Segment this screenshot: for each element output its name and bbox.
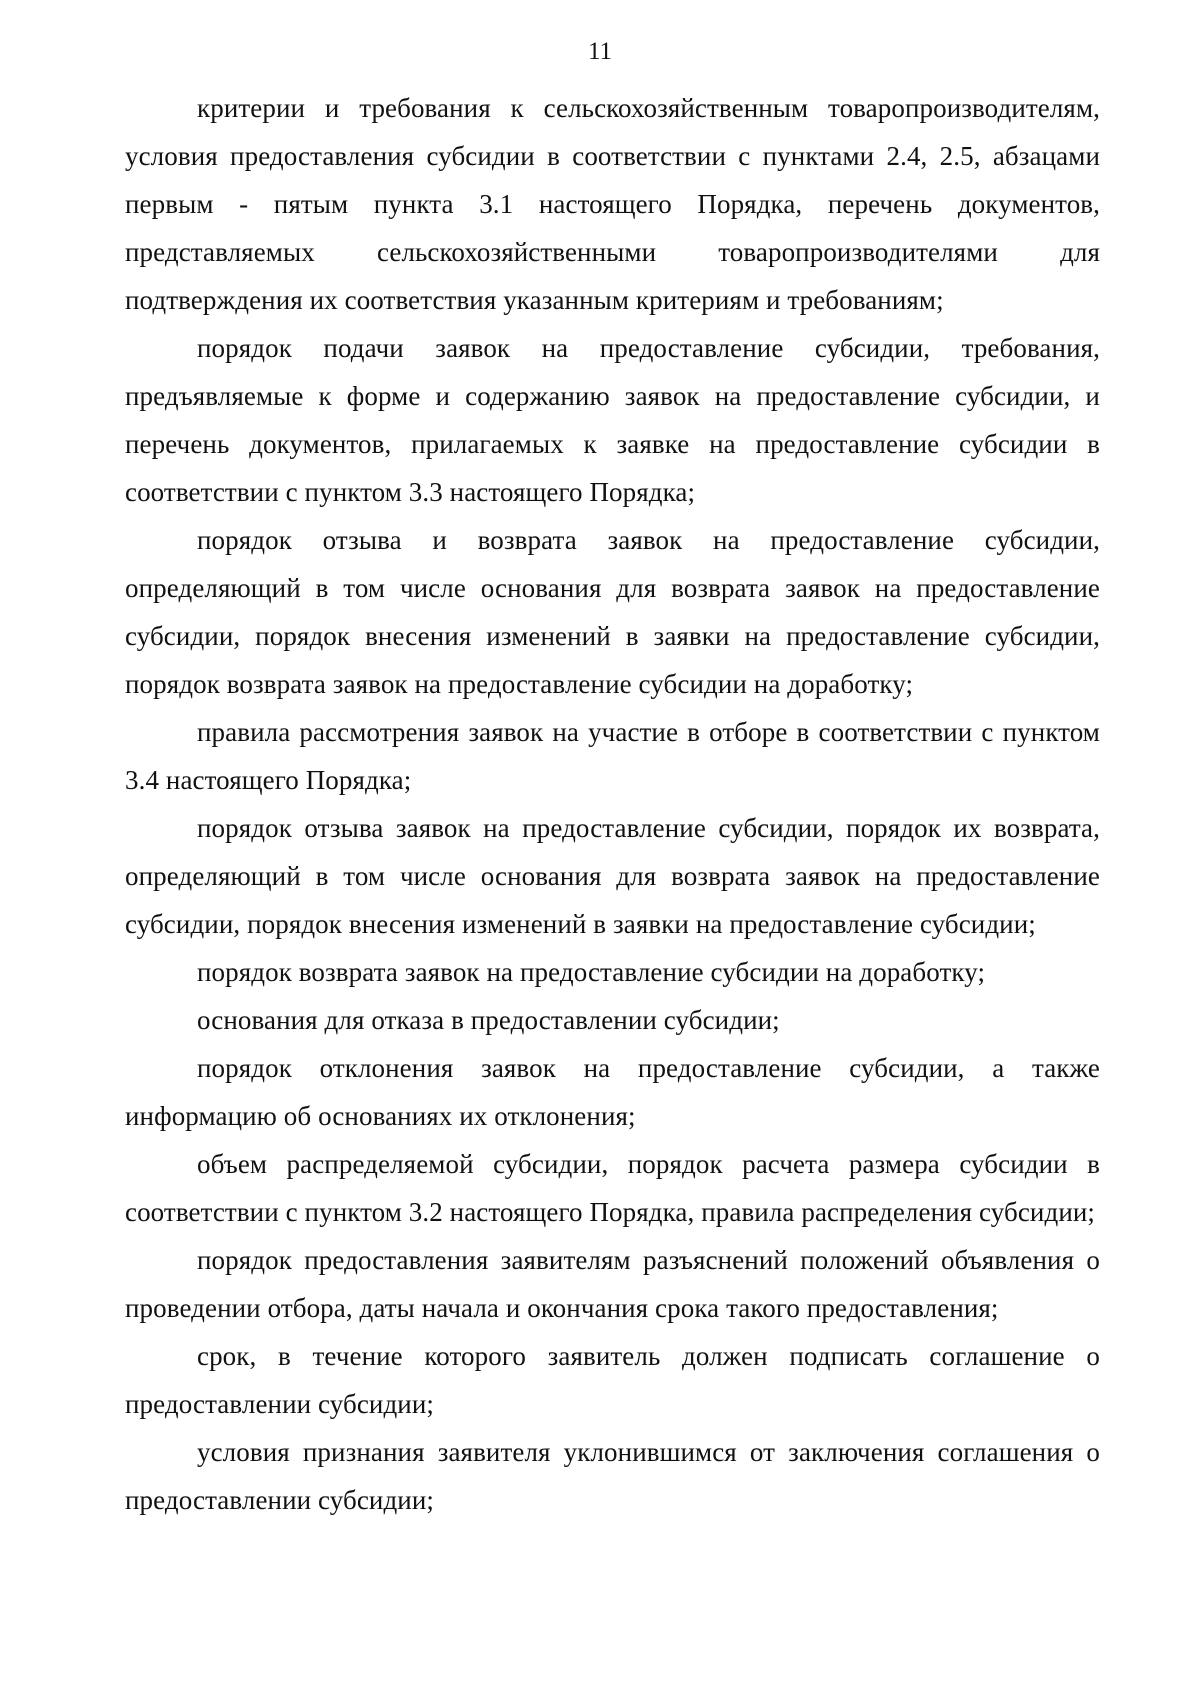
paragraph-application-procedure: порядок подачи заявок на предоставление субсидии, требования, предъявляемые к форме и содержанию заявок на предоставление субсидии, и перечень документов, прилагаемых к заявке на предоставление субсидии в соответствии с пунктом 3.3 настоящего Порядка; [125, 333, 1100, 507]
paragraph-criteria-requirements: критерии и требования к сельскохозяйственным товаропроизводителям, условия предоставления субсидии в соответствии с пунктами 2.4, 2.5, абзацами первым - пятым пункта 3.1 настоящего Порядка, перечень документов, представляемых сельскохозяйственными товаропроизводителями для подтверждения их соответствия указанным критериям и требованиям; [125, 93, 1100, 315]
paragraph-review-rules: правила рассмотрения заявок на участие в отборе в соответствии с пунктом 3.4 настоящего Порядка; [125, 717, 1100, 795]
document-body [125, 84, 1100, 1524]
paragraph-return-for-revision: порядок возврата заявок на предоставление субсидии на доработку; [197, 957, 986, 987]
paragraph-withdrawal-return: порядок отзыва и возврата заявок на предоставление субсидии, определяющий в том числе основания для возврата заявок на предоставление субсидии, порядок внесения изменений в заявки на предоставление субсидии, порядок возврата заявок на предоставление субсидии на доработку; [125, 525, 1100, 699]
paragraph-clarifications: порядок предоставления заявителям разъяснений положений объявления о проведении отбора, даты начала и окончания срока такого предоставления; [125, 1245, 1100, 1323]
paragraph-rejection-procedure: порядок отклонения заявок на предоставление субсидии, а также информацию об основаниях их отклонения; [125, 1053, 1100, 1131]
paragraph-subsidy-volume: объем распределяемой субсидии, порядок расчета размера субсидии в соответствии с пунктом 3.2 настоящего Порядка, правила распределения субсидии; [125, 1149, 1100, 1227]
paragraph-withdrawal-procedure: порядок отзыва заявок на предоставление субсидии, порядок их возврата, определяющий в том числе основания для возврата заявок на предоставление субсидии, порядок внесения изменений в заявки на предоставление субсидии; [125, 813, 1100, 939]
paragraph-evasion-conditions: условия признания заявителя уклонившимся от заключения соглашения о предоставлении субсидии; [125, 1437, 1100, 1515]
paragraph-signing-deadline: срок, в течение которого заявитель должен подписать соглашение о предоставлении субсидии; [125, 1341, 1100, 1419]
page-number: 11 [587, 38, 613, 65]
paragraph-refusal-grounds: основания для отказа в предоставлении субсидии; [197, 1005, 780, 1035]
